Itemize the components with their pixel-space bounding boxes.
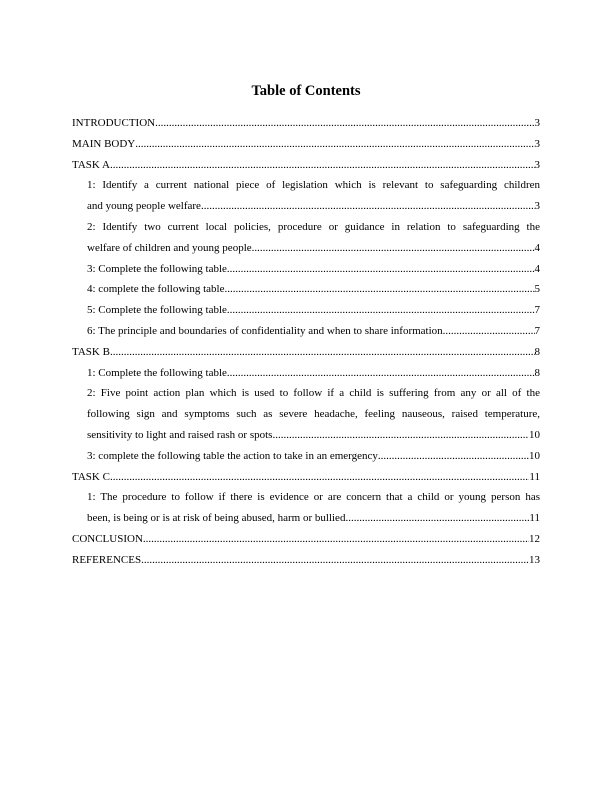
toc-leader xyxy=(135,134,534,155)
toc-entry-label: INTRODUCTION xyxy=(72,117,156,129)
toc-page-number: 8 xyxy=(534,345,540,358)
toc-entry-label: CONCLUSION xyxy=(72,532,143,545)
toc-entry-task-a-5[interactable] xyxy=(72,300,540,321)
toc-entry-label: MAIN BODY xyxy=(72,137,136,150)
toc-entry-label-line1: 1: The procedure to follow if there is evidence or are concern that a child or young person has xyxy=(87,491,540,504)
toc-leader xyxy=(275,425,529,446)
toc-entry-task-b-1[interactable] xyxy=(72,363,540,384)
toc-leader xyxy=(254,238,534,259)
toc-leader xyxy=(141,550,529,571)
toc-page-number: 13 xyxy=(529,553,540,566)
toc-page-number: 7 xyxy=(534,324,540,337)
toc-entry-task-b-3[interactable] xyxy=(72,446,540,467)
toc-page-number: 8 xyxy=(534,366,540,379)
toc-entry-label-line1: 2: Identify two current local policies, procedure or guidance in relation to safeguarding the xyxy=(87,220,540,233)
toc-entry-label-line2: welfare of children and young people. xyxy=(87,241,255,254)
toc-leader xyxy=(110,467,529,488)
toc-entry-label-line2: been, is being or is at risk of being abused, harm or bullied. xyxy=(87,512,349,525)
toc-leader xyxy=(201,196,535,217)
toc-entry-main-body[interactable] xyxy=(72,134,540,155)
toc-entry-label: TASK A xyxy=(72,158,110,171)
toc-entry-label: 4: complete the following table xyxy=(87,283,225,296)
toc-entry-label: 1: Complete the following table xyxy=(87,366,227,379)
toc-leader xyxy=(143,529,529,550)
toc-entry-task-a-6[interactable] xyxy=(72,321,540,342)
toc-leader xyxy=(378,446,529,467)
toc-entry-label-line2: sensitivity to light and raised rash or spots. xyxy=(87,428,276,441)
toc-entry-task-c[interactable] xyxy=(72,467,540,488)
toc-entry-label: REFERENCES xyxy=(72,553,142,566)
toc-entry-task-b-2[interactable] xyxy=(72,383,540,445)
toc-entry-task-a-2[interactable] xyxy=(72,217,540,259)
toc-page-number: 4 xyxy=(534,262,540,275)
toc-leader xyxy=(110,155,535,176)
toc-entry-label: 5: Complete the following table xyxy=(87,304,227,317)
toc-entry-label-line1b: following sign and symptoms such as severe headache, feeling nauseous, raised temperature, xyxy=(87,408,540,421)
toc-leader xyxy=(227,259,535,280)
toc-title: Table of Contents xyxy=(251,83,361,99)
toc-page-number: 12 xyxy=(529,532,540,545)
toc-entry-task-a-3[interactable] xyxy=(72,259,540,280)
toc-entry-task-a[interactable] xyxy=(72,155,540,176)
toc-leader xyxy=(155,113,534,134)
toc-page-number: 10 xyxy=(529,449,540,462)
toc-leader xyxy=(348,508,529,529)
toc-page-number: 4 xyxy=(534,241,540,254)
toc-entry-label: 6: The principle and boundaries of confidentiality and when to share information xyxy=(87,324,443,337)
toc-page-number: 3 xyxy=(534,117,540,129)
toc-entry-label: TASK B xyxy=(72,345,110,358)
toc-entry-task-b[interactable] xyxy=(72,342,540,363)
toc-page-number: 7 xyxy=(534,304,540,317)
toc-page-number: 3 xyxy=(534,137,540,150)
table-of-contents xyxy=(72,113,540,571)
toc-page-number: 3 xyxy=(534,158,540,171)
toc-entry-references[interactable] xyxy=(72,550,540,571)
toc-page-number: 3 xyxy=(534,200,540,213)
toc-leader xyxy=(227,300,535,321)
toc-entry-task-c-1[interactable] xyxy=(72,487,540,529)
toc-page-number: 5 xyxy=(534,283,540,296)
toc-leader xyxy=(110,342,535,363)
toc-page-number: 11 xyxy=(529,512,540,525)
toc-entry-label: 3: complete the following table the action to take in an emergency xyxy=(87,449,378,462)
toc-entry-introduction[interactable] xyxy=(72,113,540,134)
toc-leader xyxy=(224,279,534,300)
toc-entry-label-line1: 2: Five point action plan which is used to follow if a child is suffering from any or all of the xyxy=(87,387,540,400)
toc-leader xyxy=(227,363,535,384)
toc-entry-conclusion[interactable] xyxy=(72,529,540,550)
toc-leader xyxy=(443,321,535,342)
toc-page-number: 11 xyxy=(529,470,540,483)
toc-entry-label-line2: and young people welfare xyxy=(87,200,201,213)
toc-entry-task-a-4[interactable] xyxy=(72,279,540,300)
toc-entry-label: 3: Complete the following table xyxy=(87,262,227,275)
toc-page-number: 10 xyxy=(529,428,540,441)
toc-entry-label: TASK C xyxy=(72,470,110,483)
toc-entry-task-a-1[interactable] xyxy=(72,175,540,217)
toc-entry-label-line1: 1: Identify a current national piece of legislation which is relevant to safeguarding children xyxy=(87,179,540,192)
